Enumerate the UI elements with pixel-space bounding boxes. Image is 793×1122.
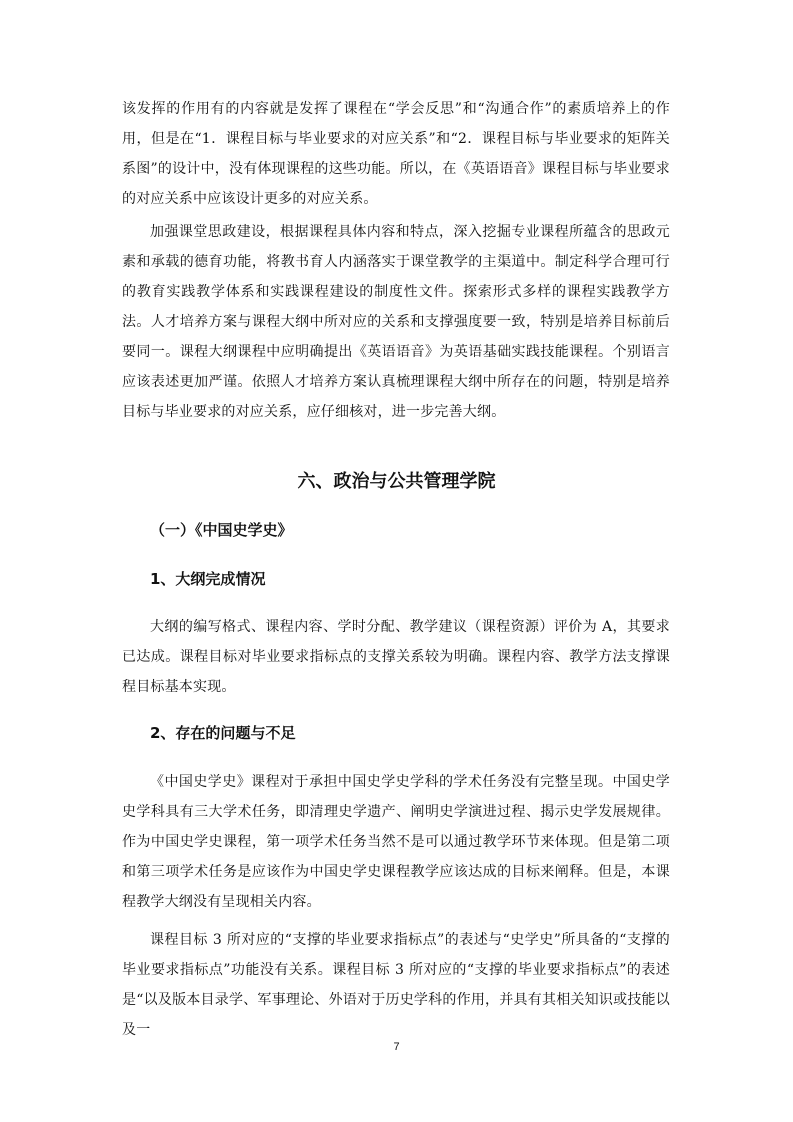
paragraph-5: 课程目标 3 所对应的“支撑的毕业要求指标点”的表述与“史学史”所具备的“支撑的毕业要求指标点”功能没有关系。课程目标 3 所对应的“支撑的毕业要求指标点”的表述是“以及版本目录学、军事理论、外语对于历史学科的作用，并具有其相关知识或技能以及一 xyxy=(122,932,670,1038)
paragraph-3: 大纲的编写格式、课程内容、学时分配、教学建议（课程资源）评价为 A，其要求已达成。课程目标对毕业要求指标点的支撑关系较为明确。课程内容、教学方法支撑课程目标基本实现。 xyxy=(122,619,670,695)
page-number: 7 xyxy=(393,1041,400,1053)
paragraph-4: 《中国史学史》课程对于承担中国史学史学科的学术任务没有完整呈现。中国史学史学科具有三大学术任务，即清理史学遗产、阐明史学演进过程、揭示史学发展规律。作为中国史学史课程，第一项学术任务当然不是可以通过教学环节来体现。但是第二项和第三项学术任务是应该作为中国史学史课程教学应该达成的目标来阐释。但是，本课程教学大纲没有呈现相关内容。 xyxy=(122,774,670,910)
paragraph-2: 加强课堂思政建设，根据课程具体内容和特点，深入挖掘专业课程所蕴含的思政元素和承载的德育功能，将教书育人内涵落实于课堂教学的主渠道中。制定科学合理可行的教育实践教学体系和实践课程建设的制度性文件。探索形式多样的课程实践教学方法。人才培养方案与课程大纲中所对应的关系和支撑强度要一致，特别是培养目标前后要同一。课程大纲课程中应明确提出《英语语音》为英语基础实践技能课程。个别语言应该表述更加严谨。依照人才培养方案认真梳理课程大纲中所存在的问题，特别是培养目标与毕业要求的对应关系，应仔细核对，进一步完善大纲。 xyxy=(122,224,670,420)
subheading-outline-completion: 1、大纲完成情况 xyxy=(150,570,266,588)
subheading-problems: 2、存在的问题与不足 xyxy=(150,724,296,742)
course-heading: （一）《中国史学史》 xyxy=(150,521,293,539)
section-heading: 六、政治与公共管理学院 xyxy=(297,471,496,492)
paragraph-1: 该发挥的作用有的内容就是发挥了课程在“学会反思”和“沟通合作”的素质培养上的作用，但是在“1．课程目标与毕业要求的对应关系”和“2．课程目标与毕业要求的矩阵关系图”的设计中，没有体现课程的这些功能。所以，在《英语语音》课程目标与毕业要求的对应关系中应该设计更多的对应关系。 xyxy=(122,101,670,207)
